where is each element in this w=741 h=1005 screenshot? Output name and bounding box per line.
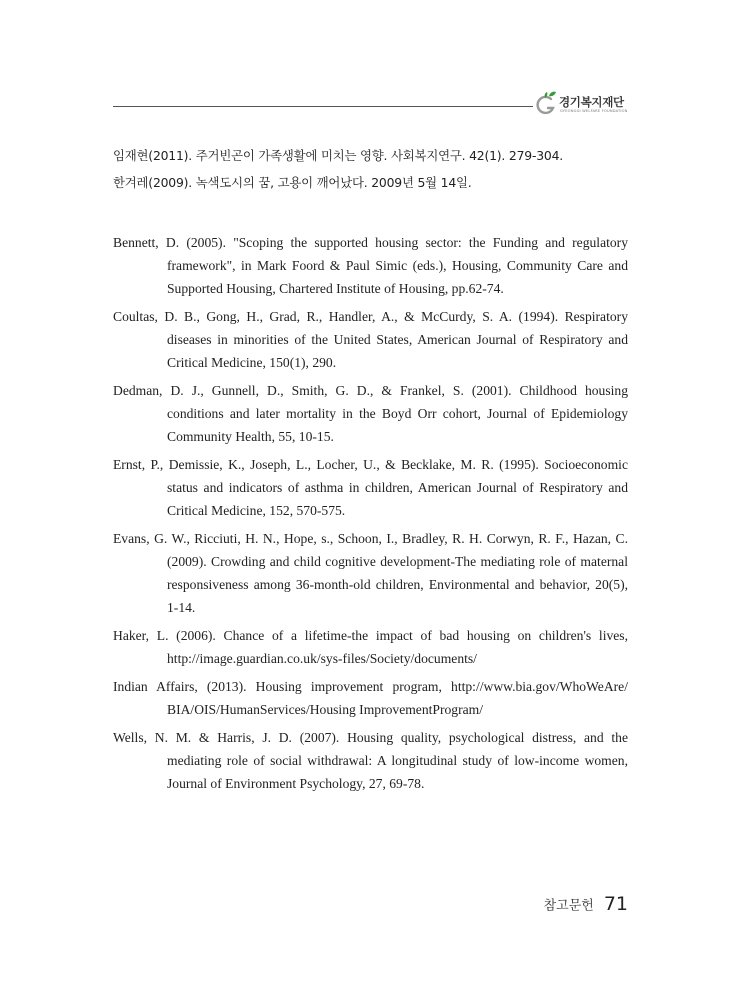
logo-subtitle: GYEONGGI WELFARE FOUNDATION [560,109,628,113]
reference-item: Ernst, P., Demissie, K., Joseph, L., Locher, U., & Becklake, M. R. (1995). Socioeconomic status and indicators of asthma in children, American Journal of Respiratory and Critical Medicine, 152, 570-575. [113,457,628,518]
reference-item: 한겨레(2009). 녹색도시의 꿈, 고용이 깨어났다. 2009년 5월 14일. [113,175,472,190]
reference-item: Dedman, D. J., Gunnell, D., Smith, G. D., & Frankel, S. (2001). Childhood housing conditions and later mortality in the Boyd Orr cohort, Journal of Epidemiology Community Health, 55, 10-15. [113,383,628,444]
reference-item: Wells, N. M. & Harris, J. D. (2007). Housing quality, psychological distress, and the mediating role of social withdrawal: A longitudinal study of low-income women, Journal of Environment Psychology, 27, 69-78. [113,730,628,791]
page-number: 71 [603,893,628,915]
reference-item: Bennett, D. (2005). "Scoping the supported housing sector: the Funding and regulatory framework", in Mark Foord & Paul Simic (eds.), Housing, Community Care and Supported Housing, Chartered Institute of Housing, pp.62-74. [113,235,628,296]
korean-reference-list [113,148,633,202]
reference-item: 임재현(2011). 주거빈곤이 가족생활에 미치는 영향. 사회복지연구. 42(1). 279-304. [113,148,564,163]
english-reference-list [113,231,628,800]
logo-title: 경기복지재단 [559,95,624,109]
page-footer [544,893,628,915]
reference-item: Evans, G. W., Ricciuti, H. N., Hope, s., Schoon, I., Bradley, R. H. Corwyn, R. F., Hazan, C. (2009). Crowding and child cognitive development-The mediating role of maternal responsiveness among 36-month-old children, Environmental and behavior, 20(5), 1-14. [113,531,628,615]
reference-item: Indian Affairs, (2013). Housing improvement program, http://www.bia.gov/WhoWeAre/ BIA/OIS/HumanServices/Housing ImprovementProgram/ [113,679,628,717]
reference-item: Haker, L. (2006). Chance of a lifetime-the impact of bad housing on children's lives, http://image.guardian.co.uk/sys-files/Society/documents/ [113,628,628,666]
header-rule [113,106,533,107]
foundation-logo [535,91,635,117]
reference-item: Coultas, D. B., Gong, H., Grad, R., Handler, A., & McCurdy, S. A. (1994). Respiratory diseases in minorities of the United States, American Journal of Respiratory and Critical Medicine, 150(1), 290. [113,309,628,370]
foundation-emblem-icon [535,91,559,117]
footer-section-label: 참고문헌 [543,898,594,914]
